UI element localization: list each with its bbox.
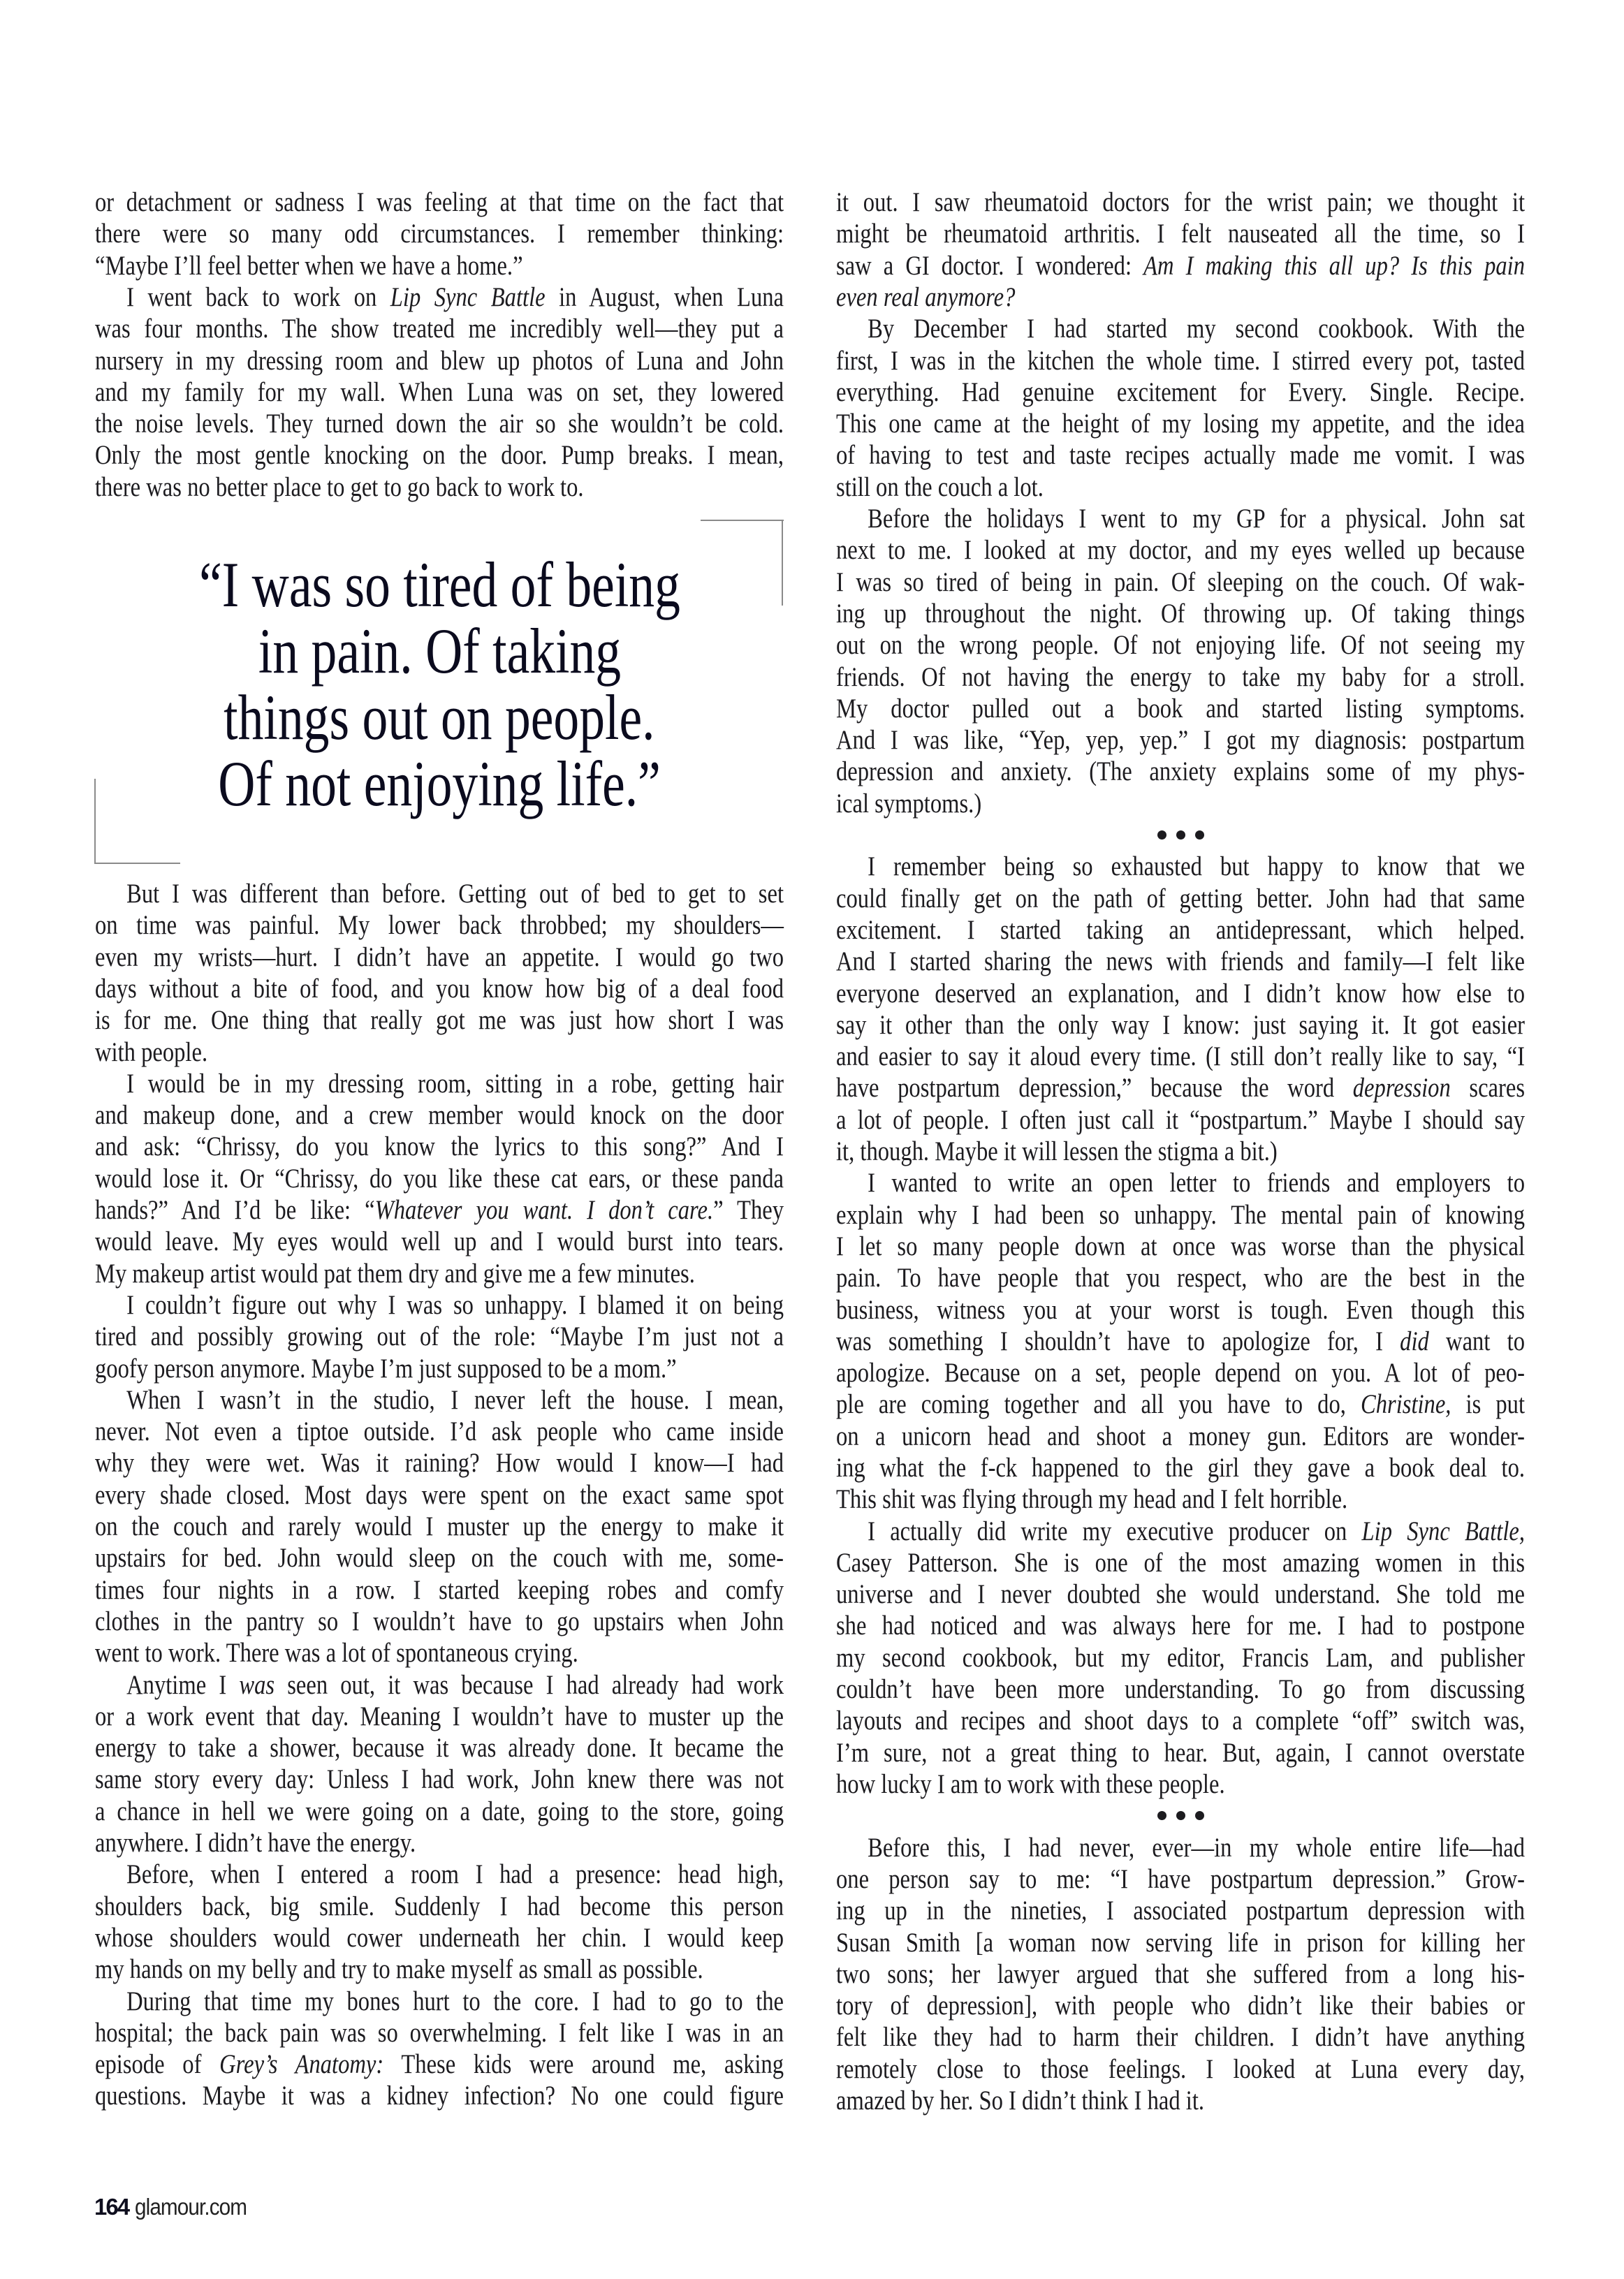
body-text: questions. Maybe it was a kidney infection? No one could figure [95,2081,784,2111]
body-text-line [836,1357,1525,1388]
body-text-line [836,1294,1525,1326]
body-text-line [95,1321,784,1352]
bullet-dot-icon [1176,830,1185,840]
body-text-line [836,1136,1525,1167]
body-text: nursery in my dressing room and blew up photos of Luna and John [95,346,784,376]
pull-quote-line [95,615,784,687]
body-text: I let so many people down at once was worse than the physical [836,1231,1526,1261]
body-text-line [95,1732,784,1764]
body-text-line [836,629,1525,661]
body-text [836,281,1525,313]
bullet-dot-icon [1195,1811,1204,1820]
body-text-line [836,250,1525,281]
body-text: excitement. I started taking an antidepressant, which helped. [836,915,1526,945]
pull-quote-bracket-top-vertical [782,520,783,606]
body-text: my second cookbook, but my editor, Francis Lam, and publisher [836,1643,1526,1673]
body-text-line [836,2085,1525,2116]
body-text: energy to take a shower, because it was already done. It became the [95,1733,784,1763]
body-text-line [836,1452,1525,1483]
body-text-line [95,250,784,281]
body-text-line [95,1574,784,1606]
body-text-line [95,2017,784,2049]
body-text-line [836,1737,1525,1768]
body-text: times four nights in a row. I started keeping robes and comfy [95,1575,784,1605]
body-text-line [836,439,1525,471]
body-text: it out. I saw rheumatoid doctors for the wrist pain; we thought it [836,187,1526,217]
body-text-line [95,1701,784,1732]
body-text-line [95,1004,784,1036]
body-text-line [836,281,1525,313]
body-text: ing up throughout the night. Of throwing up. Of taking things [836,599,1526,629]
bullet-dot-icon [1157,830,1166,840]
body-text-line [95,1036,784,1068]
body-text-line [95,1353,784,1384]
body-text: tory of depression], with people who didn’t like their babies or [836,1991,1526,2021]
body-text-line [836,1009,1525,1041]
body-text: business, witness you at your worst is tough. Even though this [836,1295,1526,1325]
body-text-line [95,376,784,408]
body-text-line [836,851,1525,882]
body-text: I would be in my dressing room, sitting in a robe, getting hair [126,1069,784,1099]
body-text: This one came at the height of my losing my appetite, and the idea [836,409,1526,439]
body-text: Casey Patterson. She is one of the most amazing women in this [836,1548,1526,1578]
body-text-line [95,1384,784,1416]
body-text-line [95,878,784,909]
body-text-line [95,1511,784,1542]
bullet-dot-icon [1176,1811,1185,1820]
body-text-line [95,1986,784,2017]
body-text: universe and I never doubted she would understand. She told me [836,1579,1526,1609]
italic-text: Am I making this all up? Is this pain [1143,251,1526,281]
body-text: hospital; the back pain was so overwhelming. I felt like I was in an [95,2018,784,2048]
body-text: I went back to work on Lip Sync Battle in August, when Luna [126,282,784,312]
body-text-line [836,313,1525,344]
body-text: ing up in the nineties, I associated postpartum depression with [836,1896,1526,1926]
body-text-line [836,724,1525,756]
italic-text: Christine, [1360,1389,1451,1419]
body-text: would lose it. Or “Chrissy, do you like these cat ears, or these panda [95,1164,784,1194]
pull-quote-line [95,684,784,751]
body-text-line [95,1954,784,1985]
body-text-line [836,946,1525,977]
body-text: By December I had started my second cookbook. With the [868,314,1526,344]
body-text-line [95,1416,784,1447]
pull-quote-bracket-top-horizontal [701,520,784,521]
body-text: and makeup done, and a crew member would knock on the door [95,1100,784,1130]
body-text: have postpartum depression,” because the word depression scares [836,1073,1526,1103]
body-text: and easier to say it aloud every time. (I still don’t really like to say, “I [836,1041,1526,1071]
body-text-line [95,186,784,218]
body-text-line [836,534,1525,566]
body-text: or a work event that day. Meaning I wouldn’t have to muster up the [95,1701,784,1731]
body-text-line [836,1895,1525,1926]
body-text-line [836,883,1525,914]
body-text-line [836,978,1525,1009]
body-text-line [836,566,1525,598]
body-text-line [836,345,1525,376]
body-text: a chance in hell we were going on a date, going to the store, going [95,1796,784,1826]
body-text: whose shoulders would cower underneath her chin. I would keep [95,1923,784,1953]
body-text: amazed by her. So I didn’t think I had it. [836,2086,1205,2116]
body-text: say it other than the only way I know: just saying it. It got easier [836,1010,1526,1040]
body-text-line [95,281,784,313]
italic-text: even real anymore? [836,282,1016,312]
body-text: And I started sharing the news with friends and family—I felt like [836,946,1526,976]
body-text-line [836,1958,1525,1990]
body-text-line [836,788,1525,819]
body-text: and my family for my wall. When Luna was on set, they lowered [95,377,784,407]
body-text-line [836,1104,1525,1136]
body-text-line [836,598,1525,629]
body-text: of having to test and taste recipes actually made me vomit. I was [836,440,1526,470]
body-text: remotely close to those feelings. I looked at Luna every day, [836,2054,1526,2084]
body-text: could finally get on the path of getting better. John had that same [836,884,1526,914]
body-text: Anytime I was seen out, it was because I had already had work [126,1670,784,1700]
body-text: days without a bite of food, and you know how big of a deal food [95,974,784,1004]
body-text: layouts and recipes and shoot days to a complete “off” switch was, [836,1706,1526,1736]
section-break-dots [836,1800,1525,1831]
body-text: a lot of people. I often just call it “postpartum.” Maybe I should say [836,1105,1526,1135]
body-text: I couldn’t figure out why I was so unhappy. I blamed it on being [126,1290,784,1320]
pull-quote-bracket-bottom-vertical [94,779,96,864]
body-text-line [836,1705,1525,1736]
bullet-dot-icon [1157,1811,1166,1820]
body-text-line [836,1610,1525,1641]
body-text: she had noticed and was always here for me. I had to postpone [836,1611,1526,1641]
body-text-line [95,1922,784,1954]
body-text: anywhere. I didn’t have the energy. [95,1828,416,1858]
body-text: how lucky I am to work with these people. [836,1769,1225,1799]
body-text-line [836,914,1525,946]
body-text: might be rheumatoid arthritis. I felt nauseated all the time, so I [836,219,1526,249]
italic-text: Lip Sync Battle [390,282,546,312]
body-text-line [836,1516,1525,1547]
body-text-line [836,661,1525,693]
body-text: there were so many odd circumstances. I remember thinking: [95,219,784,249]
body-text: Only the most gentle knocking on the door. Pump breaks. I mean, [95,440,784,470]
body-text: explain why I had been so unhappy. The mental pain of knowing [836,1200,1526,1230]
body-text-line [836,1262,1525,1294]
body-text-line [95,345,784,376]
pull-quote-text: in pain. Of taking [258,615,621,687]
body-text-line [95,1827,784,1859]
body-text-line [95,2049,784,2080]
body-text-line [95,471,784,503]
body-text-line [836,1326,1525,1357]
body-text-line [836,471,1525,503]
body-text-line [836,2021,1525,2053]
body-text-line [836,1072,1525,1104]
body-text: “Maybe I’ll feel better when we have a home.” [95,251,523,281]
body-text: same story every day: Unless I had work, John knew there was not [95,1764,784,1794]
page-folio [94,2193,259,2221]
body-text: still on the couch a lot. [836,472,1044,502]
body-text-line [95,1131,784,1162]
body-text-line [836,1388,1525,1420]
body-text: Before the holidays I went to my GP for a physical. John sat [868,504,1526,534]
body-text: and ask: “Chrissy, do you know the lyrics to this song?” And I [95,1131,784,1162]
body-text-line [95,1669,784,1701]
body-text-line [836,1483,1525,1515]
italic-text: Grey’s Anatomy: [219,2049,384,2079]
body-text-line [95,1163,784,1194]
body-text: on the couch and rarely would I muster up the energy to make it [95,1511,784,1541]
body-text-line [95,1859,784,1890]
section-break-dots [836,819,1525,851]
site-url: glamour.com [135,2194,247,2220]
body-text: depression and anxiety. (The anxiety explains some of my phys- [836,756,1526,786]
body-text-line [95,408,784,439]
italic-text: Whatever you want. I don’t care. [374,1195,714,1225]
body-text-line [95,1099,784,1131]
body-text: I actually did write my executive producer on Lip Sync Battle, [868,1516,1526,1546]
body-text: my hands on my belly and try to make myself as small as possible. [95,1954,703,1984]
body-text-line [836,1642,1525,1673]
body-text-line [836,1863,1525,1895]
body-text: goofy person anymore. Maybe I’m just supposed to be a mom.” [95,1354,677,1384]
body-text-line [836,503,1525,534]
body-text: I wanted to write an open letter to friends and employers to [868,1168,1526,1198]
body-text-line [836,1832,1525,1863]
body-text-line [836,1990,1525,2021]
body-text: was four months. The show treated me incredibly well—they put a [95,314,784,344]
body-text: tired and possibly growing out of the role: “Maybe I’m just not a [95,1321,784,1351]
body-text: first, I was in the kitchen the whole time. I stirred every pot, tasted [836,346,1526,376]
pull-quote-line [95,549,784,620]
body-text-line [836,1041,1525,1072]
body-text: But I was different than before. Getting out of bed to get to set [126,879,784,909]
pull-quote-text: things out on people. [224,682,655,753]
body-text: I was so tired of being in pain. Of sleeping on the couch. Of wak- [836,567,1526,597]
body-text-line [95,1226,784,1257]
body-text: with people. [95,1037,208,1067]
body-text: was something I shouldn’t have to apologize for, I did want to [836,1326,1525,1356]
body-text-line [95,218,784,249]
body-text-line [95,941,784,973]
body-text-line [95,1764,784,1795]
body-text: went to work. There was a lot of spontaneous crying. [95,1638,578,1668]
body-text: Before, when I entered a room I had a presence: head high, [126,1859,784,1889]
body-text: one person say to me: “I have postpartum depression.” Grow- [836,1864,1526,1894]
body-text: next to me. I looked at my doctor, and my eyes welled up because [836,535,1526,565]
body-text: During that time my bones hurt to the core. I had to go to the [126,1986,784,2016]
body-text: would leave. My eyes would well up and I would burst into tears. [95,1226,784,1256]
body-text: And I was like, “Yep, yep, yep.” I got my diagnosis: postpartum [836,725,1526,755]
body-text: This shit was flying through my head and I felt horrible. [836,1484,1348,1514]
body-text: Before this, I had never, ever—in my whole entire life—had [868,1833,1526,1863]
body-text: out on the wrong people. Of not enjoying life. Of not seeing my [836,630,1526,660]
body-text-line [836,1927,1525,1958]
body-text: saw a GI doctor. I wondered: Am I making this all up? Is this pain [836,251,1526,281]
body-text: on time was painful. My lower back throbbed; my shoulders— [95,910,784,940]
body-text-line [95,439,784,471]
body-text: hands?” And I’d be like: “Whatever you want. I don’t care.” They [95,1195,784,1225]
body-text-line [836,1421,1525,1452]
body-text: never. Not even a tiptoe outside. I’d ask people who came inside [95,1416,784,1446]
body-text-line [95,2080,784,2111]
body-text: My doctor pulled out a book and started listing symptoms. [836,694,1526,724]
pull-quote-text: “I was so tired of being [198,549,680,620]
body-text: why they were wet. Was it raining? How would I know—I had [95,1448,784,1478]
body-text: clothes in the pantry so I wouldn’t have to go upstairs when John [95,1606,784,1636]
body-text-line [95,1606,784,1637]
body-text-line [95,1447,784,1479]
body-text-line [836,1768,1525,1800]
body-text: My makeup artist would pat them dry and give me a few minutes. [95,1259,695,1289]
body-text: upstairs for bed. John would sleep on the couch with me, some- [95,1543,784,1573]
body-text: ple are coming together and all you have to do, Christine, is put [836,1389,1525,1419]
body-text-line [95,1891,784,1922]
pull-quote-line [95,748,784,819]
body-text: or detachment or sadness I was feeling at that time on the fact that [95,187,784,217]
italic-text: Lip Sync Battle, [1361,1516,1526,1546]
body-text: I remember being so exhausted but happy to know that we [868,851,1526,881]
body-text: is for me. One thing that really got me was just how short I was [95,1005,784,1035]
body-text: ing what the f-ck happened to the girl they gave a book deal to. [836,1453,1526,1483]
body-text-line [95,1068,784,1099]
body-text-line [95,1637,784,1669]
body-text: everything. Had genuine excitement for Every. Single. Recipe. [836,377,1526,407]
body-text: the noise levels. They turned down the air so she wouldn’t be cold. [95,409,784,439]
body-text: pain. To have people that you respect, who are the best in the [836,1263,1526,1293]
body-text-line [836,693,1525,724]
body-text-line [95,1542,784,1574]
pull-quote-text: Of not enjoying life.” [218,748,661,819]
body-text-line [836,186,1525,218]
body-text-line [95,1289,784,1321]
body-text: Susan Smith [a woman now serving life in prison for killing her [836,1928,1526,1958]
body-text-line [95,909,784,941]
page-number: 164 [94,2194,129,2220]
pull-quote-bracket-bottom-horizontal [94,863,180,864]
body-text: everyone deserved an explanation, and I didn’t know how else to [836,979,1526,1009]
body-text: couldn’t have been more understanding. To go from discussing [836,1674,1526,1704]
body-text: on a unicorn head and shoot a money gun. Editors are wonder- [836,1421,1526,1451]
body-text-line [836,376,1525,408]
body-text-line [836,1167,1525,1199]
bullet-dot-icon [1195,830,1204,840]
body-text: friends. Of not having the energy to take my baby for a stroll. [836,662,1526,692]
body-text: When I wasn’t in the studio, I never left the house. I mean, [126,1385,784,1415]
body-text-line [95,973,784,1004]
body-text: two sons; her lawyer argued that she suffered from a long his- [836,1959,1526,1989]
body-text: episode of Grey’s Anatomy: These kids were around me, asking [95,2049,784,2079]
body-text-line [95,1194,784,1226]
body-text-line [95,1796,784,1827]
body-text: felt like they had to harm their children. I didn’t have anything [836,2022,1526,2052]
body-text-line [95,1258,784,1289]
italic-text: was [239,1670,275,1700]
body-text-line [836,1231,1525,1262]
body-text: every shade closed. Most days were spent on the exact same spot [95,1480,784,1510]
italic-text: depression [1352,1073,1451,1103]
body-text-line [836,756,1525,787]
pull-quote [95,549,784,819]
body-text: I’m sure, not a great thing to hear. But, again, I cannot overstate [836,1738,1526,1768]
body-text-line [836,408,1525,439]
body-text-line [836,1578,1525,1610]
body-text: it, though. Maybe it will lessen the stigma a bit.) [836,1136,1278,1166]
italic-text: did [1400,1326,1429,1356]
body-text-line [95,1479,784,1511]
body-text: ical symptoms.) [836,789,982,819]
body-text: apologize. Because on a set, people depend on you. A lot of peo- [836,1358,1526,1388]
body-text: even my wrists—hurt. I didn’t have an appetite. I would go two [95,942,784,972]
body-text-line [836,218,1525,249]
body-text-line [836,1199,1525,1231]
body-text-line [836,2053,1525,2085]
body-text: shoulders back, big smile. Suddenly I had become this person [95,1891,784,1921]
body-text-line [836,1547,1525,1578]
body-text: there was no better place to get to go back to work to. [95,472,584,502]
body-text-line [836,1673,1525,1705]
body-text-line [95,313,784,344]
